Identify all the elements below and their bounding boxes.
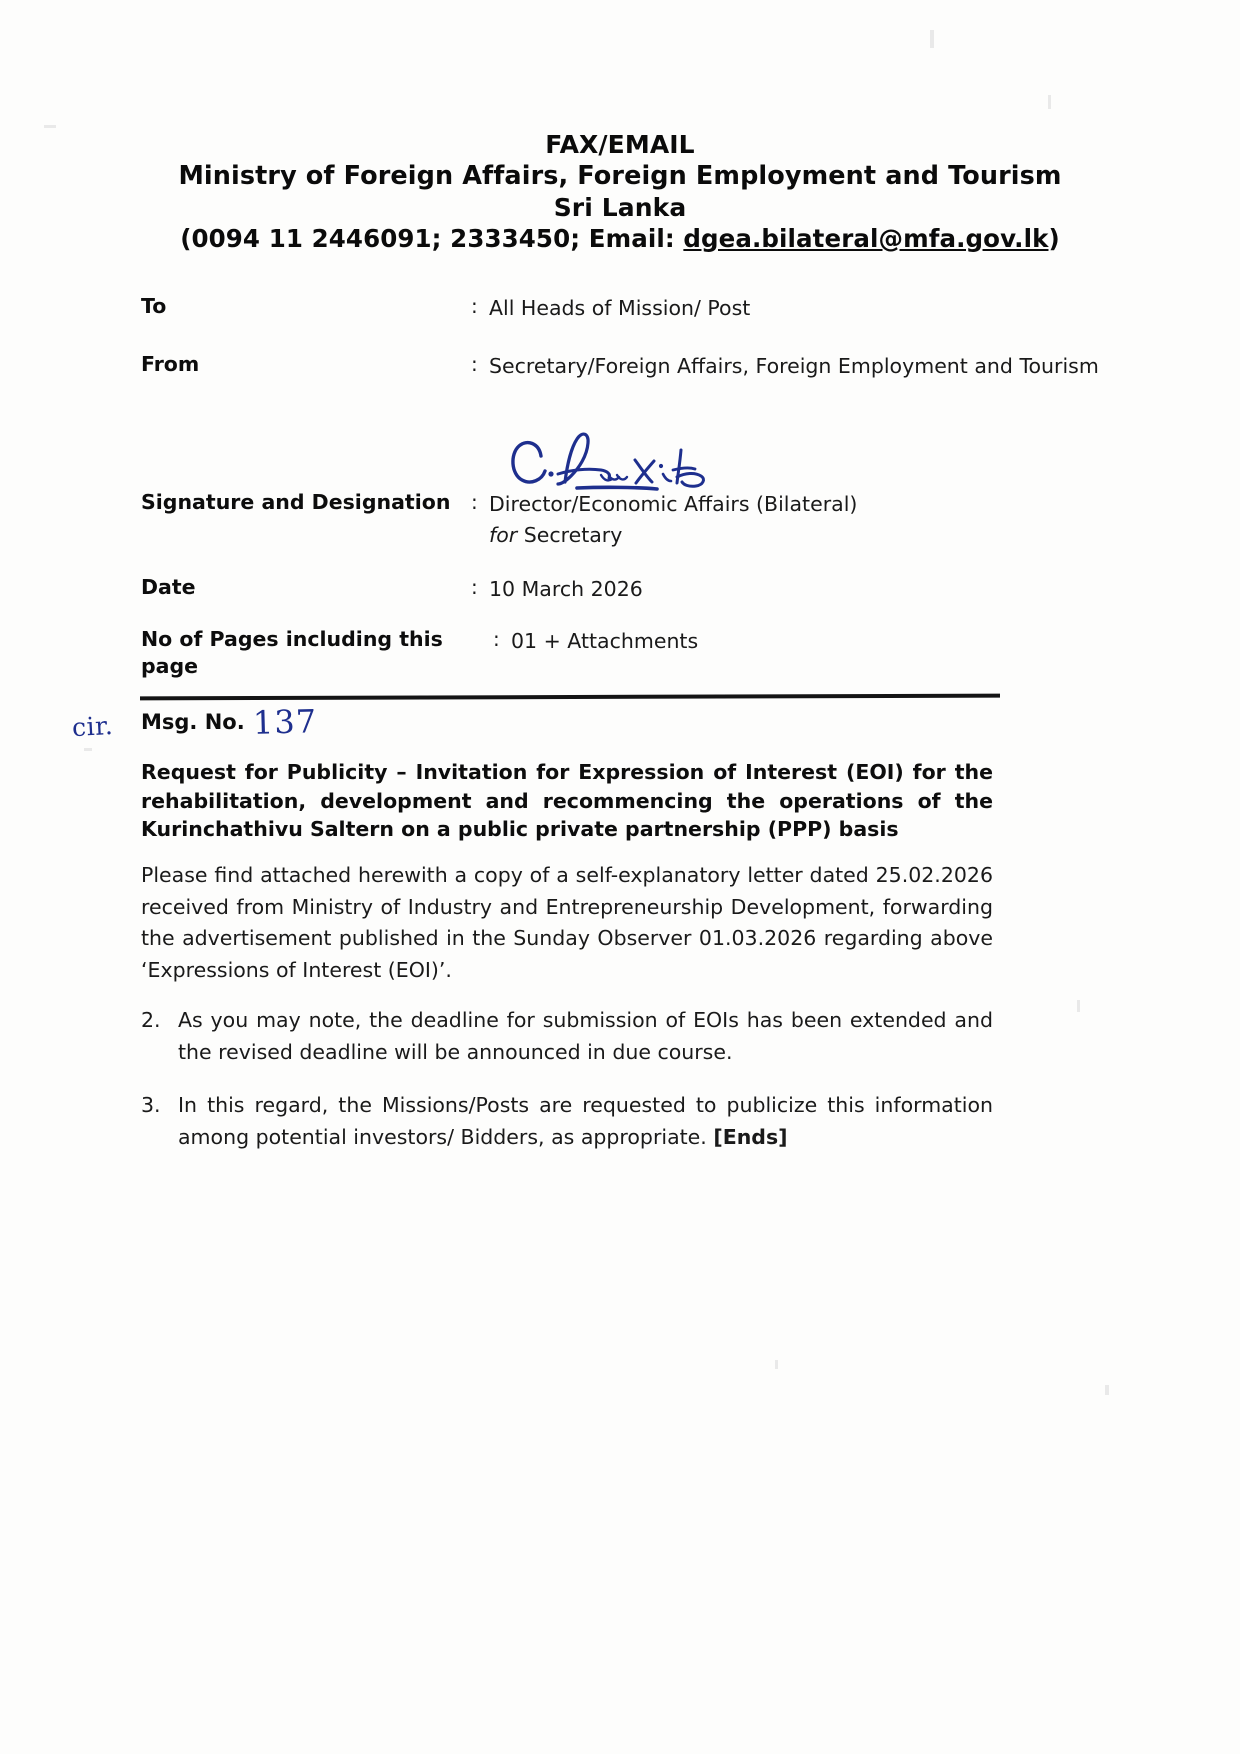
field-row-to [141, 293, 1141, 324]
signature-label: Signature and Designation [141, 490, 451, 514]
ends-marker: [Ends] [713, 1124, 788, 1149]
secretary-word: Secretary [523, 523, 623, 547]
contact-suffix: ) [1048, 224, 1060, 253]
header-line-country: Sri Lanka [553, 193, 687, 222]
paragraph-3-body: In this regard, the Missions/Posts are requested to publicize this information among potential investors/ Bidders, as appropriate. [178, 1093, 993, 1149]
date-label: Date [141, 575, 196, 599]
body-paragraph-1: Please find attached herewith a copy of a self-explanatory letter dated 25.02.2026 received from Ministry of Industry and Entrepreneurship Development, forwarding the advertisement published in the Sunday Observer 01.03.2026 regarding above ‘Expressions of Interest (EOI)’. [141, 863, 993, 982]
signature-colon: : [471, 490, 478, 514]
contact-prefix: (0094 11 2446091; 2333450; Email: [180, 224, 684, 253]
to-colon: : [471, 294, 478, 318]
field-row-from [141, 351, 1141, 382]
pages-colon: : [493, 627, 500, 651]
pages-value: 01 + Attachments [511, 629, 699, 653]
msg-no-label: Msg. No. [141, 710, 245, 734]
paragraph-2-number: 2. [141, 1008, 161, 1032]
contact-email-link[interactable]: dgea.bilateral@mfa.gov.lk [683, 224, 1049, 253]
subject-heading: Request for Publicity – Invitation for Expression of Interest (EOI) for the rehabilitation, development and recommencing the operations of the Kurinchathivu Saltern on a public private partnership (PPP) basis [141, 760, 993, 841]
field-row-signature [141, 489, 1141, 551]
document-header [150, 130, 1090, 255]
paragraph-3-number: 3. [141, 1093, 161, 1117]
signature-value [489, 489, 1141, 551]
header-line-contact [150, 223, 1090, 255]
date-value: 10 March 2026 [489, 577, 643, 601]
body-paragraph-3 [141, 1090, 993, 1153]
from-colon: : [471, 352, 478, 376]
field-row-pages [141, 626, 1141, 680]
to-value: All Heads of Mission/ Post [489, 296, 751, 320]
pages-label: No of Pages including this page [141, 627, 443, 678]
header-line-ministry: Ministry of Foreign Affairs, Foreign Employment and Tourism [178, 161, 1062, 191]
designation-text: Director/Economic Affairs (Bilateral) [489, 492, 858, 516]
header-line-fax-email: FAX/EMAIL [545, 130, 695, 159]
body-paragraph-2 [141, 1005, 993, 1068]
to-label: To [141, 294, 167, 318]
paragraph-2-text: As you may note, the deadline for submission of EOIs has been extended and the revised deadline will be announced in due course. [178, 1008, 993, 1064]
handwritten-cir-annotation: cir. [71, 710, 114, 743]
handwritten-msg-number: 137 [252, 702, 318, 742]
field-row-date [141, 574, 1141, 605]
from-value: Secretary/Foreign Affairs, Foreign Employment and Tourism [489, 354, 1099, 378]
paragraph-3-text [178, 1090, 993, 1153]
signature-for-line [489, 520, 1141, 551]
msg-no-row [0, 702, 1240, 746]
from-label: From [141, 352, 200, 376]
for-word: for [489, 523, 518, 547]
date-colon: : [471, 575, 478, 599]
horizontal-divider [140, 694, 1000, 701]
